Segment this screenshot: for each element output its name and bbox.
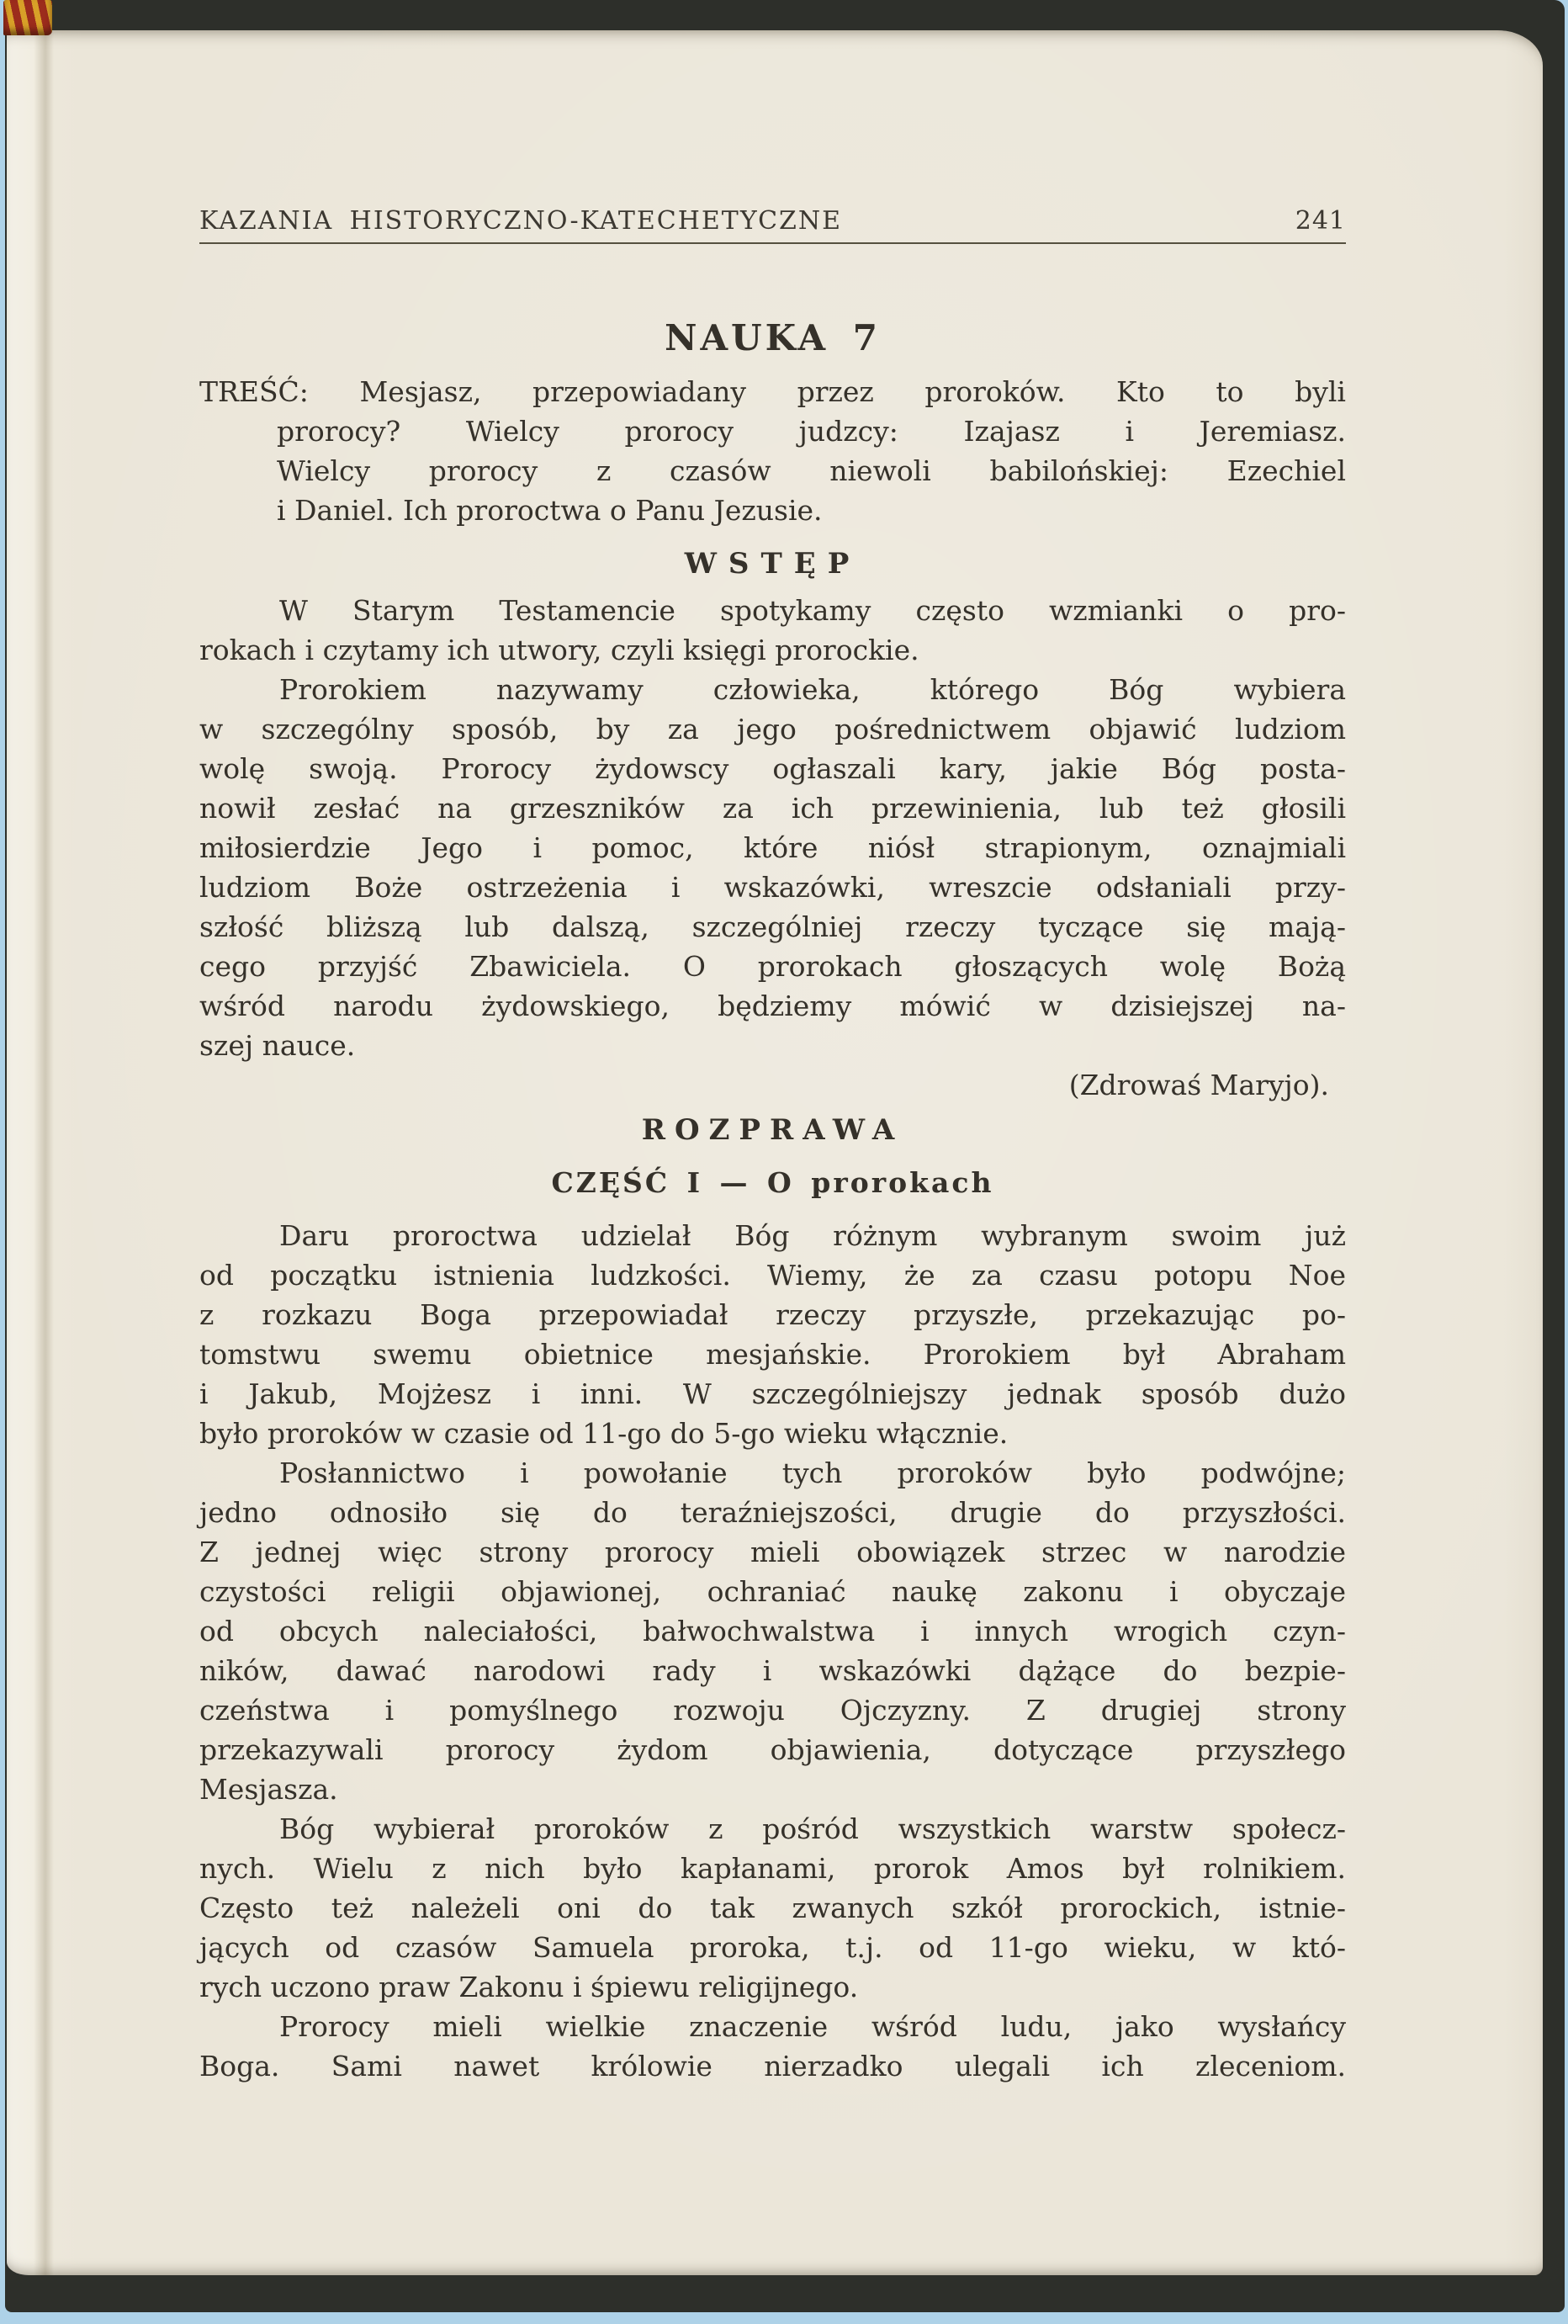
- text-line: czeństwa i pomyślnego rozwoju Ojczyzny. Z drugiej strony: [199, 1694, 1346, 1727]
- text-line: Boga. Sami nawet królowie nierzadko ulegali ich zleceniom.: [199, 2050, 1346, 2083]
- tresc-summary: [199, 372, 1346, 530]
- wstep-paragraph-1: [199, 591, 1346, 670]
- text-line: nowił zesłać na grzeszników za ich przewinienia, lub też głosili: [199, 792, 1346, 825]
- text-line: było proroków w czasie od 11-go do 5-go wieku włącznie.: [199, 1417, 1009, 1450]
- rozprawa-paragraph-1: [199, 1216, 1346, 1453]
- prayer-note: (Zdrowaś Maryjo).: [1068, 1069, 1329, 1101]
- text-line: wśród narodu żydowskiego, będziemy mówić w dzisiejszej na-: [199, 990, 1346, 1022]
- text-line: szej nauce.: [199, 1029, 356, 1062]
- text-line: Mesjasza.: [199, 1773, 338, 1806]
- text-line: rych uczono praw Zakonu i śpiewu religijnego.: [199, 1971, 859, 2003]
- text-line: TREŚĆ: Mesjasz, przepowiadany przez proroków. Kto to byli: [199, 375, 1346, 408]
- rozprawa-paragraph-3: [199, 1809, 1346, 2007]
- text-line: ników, dawać narodowi rady i wskazówki dążące do bezpie-: [199, 1654, 1346, 1687]
- text-line: Często też należeli oni do tak zwanych szkół prorockich, istnie-: [199, 1892, 1346, 1924]
- running-head-title: KAZANIA HISTORYCZNO-KATECHETYCZNE: [199, 206, 843, 236]
- text-line: od początku istnienia ludzkości. Wiemy, że za czasu potopu Noe: [199, 1259, 1346, 1292]
- book-endband: [3, 0, 52, 35]
- wstep-heading: WSTĘP: [684, 547, 861, 581]
- text-line: przekazywali prorocy żydom objawienia, dotyczące przyszłego: [199, 1733, 1346, 1766]
- text-line: Daru proroctwa udzielał Bóg różnym wybranym swoim już: [279, 1219, 1346, 1252]
- wstep-paragraph-2: [199, 670, 1346, 1065]
- page-content: [199, 202, 1346, 2086]
- text-line: nych. Wielu z nich było kapłanami, prorok Amos był rolnikiem.: [199, 1852, 1346, 1885]
- text-line: wolę swoją. Prorocy żydowscy ogłaszali kary, jakie Bóg posta-: [199, 752, 1346, 785]
- rozprawa-paragraph-2: [199, 1453, 1346, 1809]
- text-line: w szczególny sposób, by za jego pośrednictwem objawić ludziom: [199, 713, 1346, 745]
- text-line: tomstwu swemu obietnice mesjańskie. Prorokiem był Abraham: [199, 1338, 1346, 1371]
- text-line: Z jednej więc strony prorocy mieli obowiązek strzec w narodzie: [199, 1536, 1346, 1568]
- lesson-title: NAUKA 7: [665, 317, 881, 358]
- running-head: [199, 202, 1346, 236]
- text-line: Bóg wybierał proroków z pośród wszystkich warstw społecz-: [279, 1812, 1346, 1845]
- rozprawa-paragraph-4: [199, 2007, 1346, 2086]
- text-line: i Jakub, Mojżesz i inni. W szczególniejszy jednak sposób dużo: [199, 1377, 1346, 1410]
- text-line: cego przyjść Zbawiciela. O prorokach głoszących wolę Bożą: [199, 950, 1346, 983]
- header-rule: [199, 242, 1346, 244]
- text-line: jedno odnosiło się do teraźniejszości, drugie do przyszłości.: [199, 1496, 1346, 1529]
- text-line: Wielcy prorocy z czasów niewoli babilońskiej: Ezechiel: [277, 454, 1346, 487]
- text-line: czystości religii objawionej, ochraniać naukę zakonu i obyczaje: [199, 1575, 1346, 1608]
- text-line: jących od czasów Samuela proroka, t.j. od 11-go wieku, w któ-: [199, 1931, 1346, 1964]
- text-line: i Daniel. Ich proroctwa o Panu Jezusie.: [277, 494, 823, 527]
- text-line: szłość bliższą lub dalszą, szczególniej rzeczy tyczące się mają-: [199, 910, 1346, 943]
- text-line: Prorokiem nazywamy człowieka, którego Bóg wybiera: [279, 673, 1346, 706]
- text-line: rokach i czytamy ich utwory, czyli księgi prorockie.: [199, 634, 919, 666]
- page-number: 241: [1295, 206, 1346, 236]
- text-line: prorocy? Wielcy prorocy judzcy: Izajasz i Jeremiasz.: [277, 415, 1346, 448]
- text-line: z rozkazu Boga przepowiadał rzeczy przyszłe, przekazując po-: [199, 1298, 1346, 1331]
- text-line: miłosierdzie Jego i pomoc, które niósł strapionym, oznajmiali: [199, 831, 1346, 864]
- rozprawa-heading: ROZPRAWA: [641, 1113, 904, 1147]
- text-line: W Starym Testamencie spotykamy często wzmianki o pro-: [279, 594, 1346, 627]
- text-line: ludziom Boże ostrzeżenia i wskazówki, wreszcie odsłaniali przy-: [199, 871, 1346, 904]
- text-line: od obcych naleciałości, bałwochwalstwa i innych wrogich czyn-: [199, 1615, 1346, 1647]
- part-heading: CZĘŚĆ I — O prorokach: [551, 1166, 994, 1199]
- text-line: Prorocy mieli wielkie znaczenie wśród ludu, jako wysłańcy: [279, 2010, 1346, 2043]
- text-line: Posłannictwo i powołanie tych proroków było podwójne;: [279, 1456, 1346, 1489]
